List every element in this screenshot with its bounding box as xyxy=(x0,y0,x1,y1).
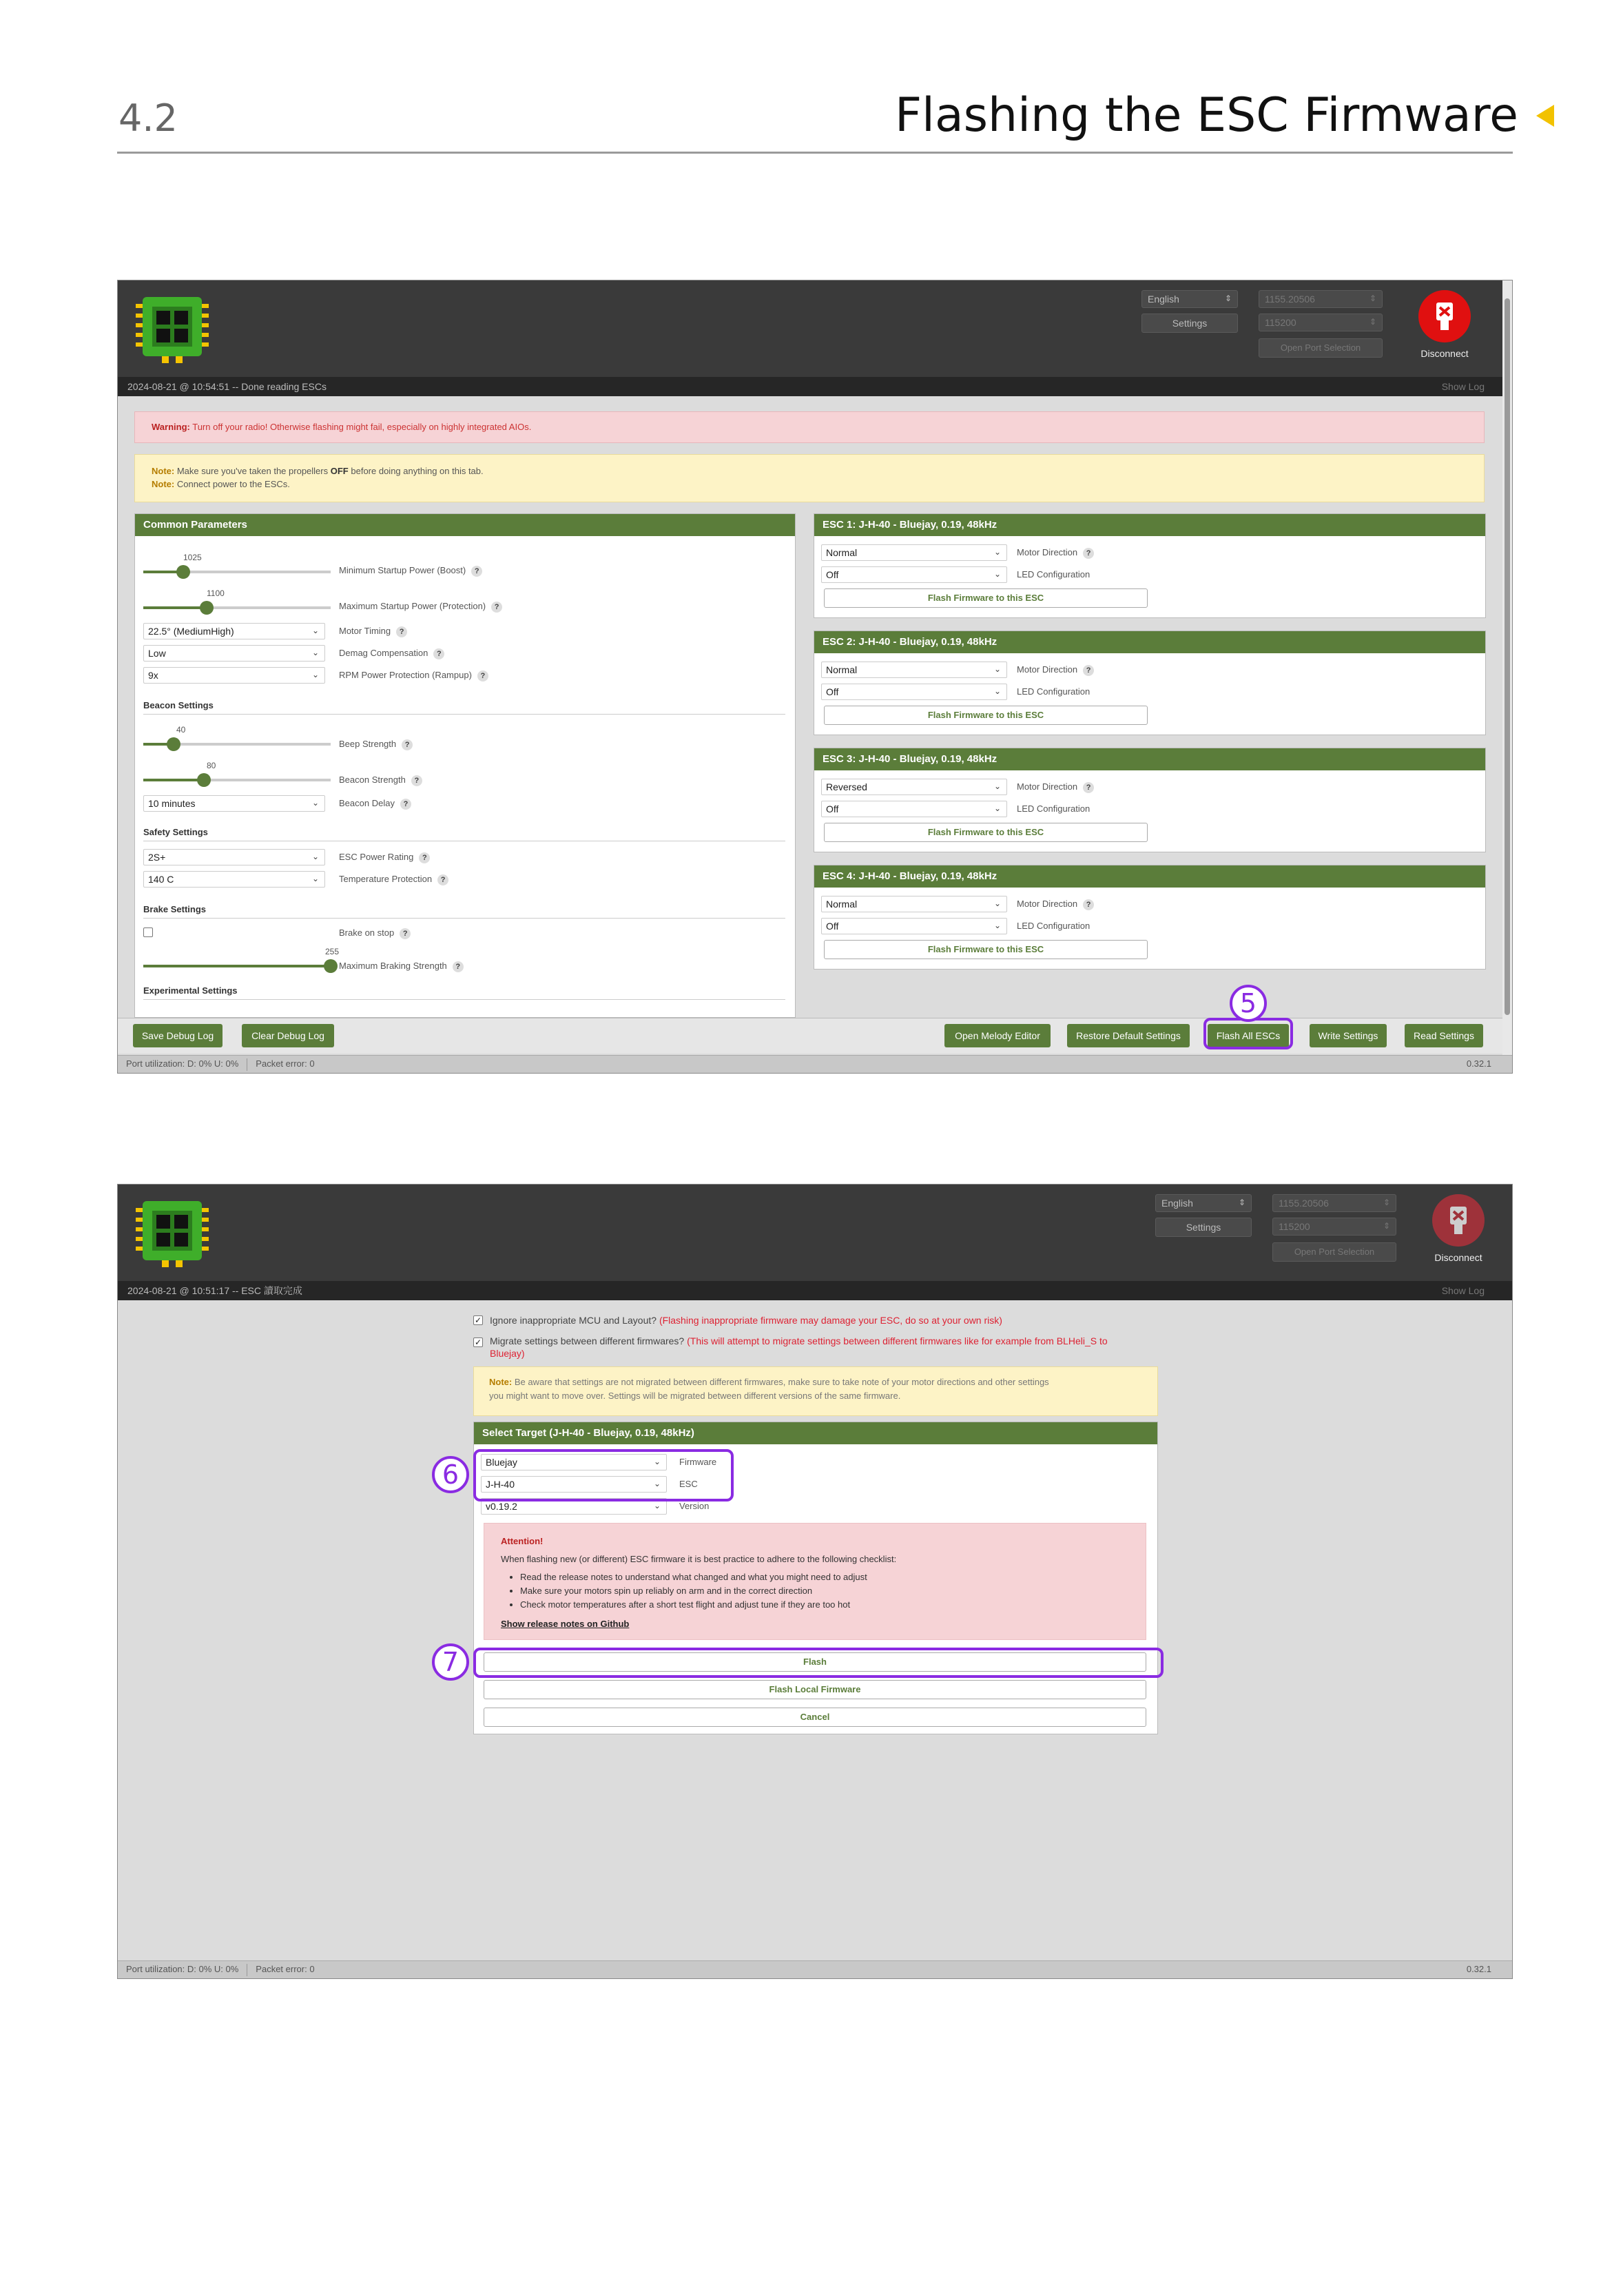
callout-7-highlight xyxy=(473,1648,1164,1678)
chevron-down-icon: ⌄ xyxy=(993,781,1001,791)
esc-4-direction-select[interactable] xyxy=(821,896,1007,912)
port-select[interactable] xyxy=(1272,1194,1396,1212)
log-message: 2024-08-21 @ 10:51:17 -- ESC 讀取完成 xyxy=(127,1285,302,1296)
esc-1-led-label: LED Configuration xyxy=(1017,569,1090,580)
select-value: Off xyxy=(826,686,839,697)
esc-panel-1 xyxy=(814,513,1486,618)
select-target-title: Select Target (J-H-40 - Bluejay, 0.19, 48kHz) xyxy=(474,1422,1157,1444)
checklist-item: • Check motor temperatures after a short test flight and adjust tune if they are too hot xyxy=(520,1598,1129,1612)
rpm-protection-select[interactable] xyxy=(143,667,325,684)
help-icon[interactable]: ? xyxy=(491,602,502,613)
help-icon[interactable]: ? xyxy=(437,874,448,885)
chevron-down-icon: ⌄ xyxy=(993,569,1001,579)
help-icon[interactable]: ? xyxy=(400,928,411,939)
select-arrows-icon: ⇕ xyxy=(1383,1221,1390,1231)
chevron-down-icon: ⌄ xyxy=(993,547,1001,557)
beep-strength-label xyxy=(339,739,413,750)
callout-6-marker: 6 xyxy=(432,1456,469,1493)
migrate-label: Migrate settings between different firmwares? xyxy=(490,1335,685,1346)
esc-4-flash-button[interactable]: Flash Firmware to this ESC xyxy=(824,940,1148,959)
select-arrows-icon: ⇕ xyxy=(1383,1198,1390,1207)
help-icon[interactable]: ? xyxy=(471,566,482,577)
help-icon[interactable]: ? xyxy=(453,961,464,972)
label-text: Beacon Delay xyxy=(339,798,395,808)
beacon-strength-slider[interactable] xyxy=(143,779,331,781)
motor-timing-label xyxy=(339,626,407,637)
chevron-down-icon: ⌄ xyxy=(311,670,319,679)
beep-strength-value: 40 xyxy=(176,725,186,735)
port-select[interactable] xyxy=(1259,290,1383,308)
select-value: Off xyxy=(826,803,839,814)
callout-5-marker: 5 xyxy=(1230,985,1267,1022)
esc-4-title: ESC 4: J-H-40 - Bluejay, 0.19, 48kHz xyxy=(814,865,1485,888)
port-value: 1155.20506 xyxy=(1279,1198,1329,1209)
rpm-protection-label xyxy=(339,670,488,681)
chevron-down-icon: ⌄ xyxy=(993,686,1001,696)
select-value: Reversed xyxy=(826,781,867,792)
baud-value: 115200 xyxy=(1265,317,1296,328)
esc-1-direction-label xyxy=(1017,547,1094,559)
attention-box xyxy=(484,1523,1146,1640)
language-select[interactable] xyxy=(1155,1194,1252,1212)
note-alert xyxy=(134,454,1485,502)
label-text: RPM Power Protection (Rampup) xyxy=(339,670,472,680)
note1-text: Make sure you've taken the propellers xyxy=(176,466,329,476)
demag-label xyxy=(339,648,444,659)
select-value: Normal xyxy=(826,547,858,558)
callout-6-highlight xyxy=(473,1449,734,1501)
section-number: 4.2 xyxy=(118,96,178,140)
baud-value: 115200 xyxy=(1279,1221,1310,1232)
select-value: 22.5° (MediumHigh) xyxy=(148,626,234,637)
esc-1-direction-select[interactable] xyxy=(821,544,1007,561)
label-text: Maximum Startup Power (Protection) xyxy=(339,601,486,611)
note-label: Note: xyxy=(152,466,175,476)
esc-4-direction-label xyxy=(1017,899,1094,910)
chevron-down-icon: ⌄ xyxy=(311,626,319,635)
label-text: Beep Strength xyxy=(339,739,397,749)
brake-on-stop-checkbox[interactable] xyxy=(143,927,153,937)
warning-text: Turn off your radio! Otherwise flashing might fail, especially on highly integrated AIOs. xyxy=(192,422,532,432)
select-arrows-icon: ⇕ xyxy=(1369,294,1376,303)
esc-3-title: ESC 3: J-H-40 - Bluejay, 0.19, 48kHz xyxy=(814,748,1485,770)
migrate-settings-checkbox[interactable]: ✓ xyxy=(474,1337,482,1347)
warning-label: Warning: xyxy=(152,422,190,432)
chevron-down-icon: ⌄ xyxy=(653,1479,661,1488)
select-value: Normal xyxy=(826,664,858,675)
note-label: Note: xyxy=(489,1377,513,1387)
help-icon[interactable]: ? xyxy=(396,626,407,637)
port-utilization: Port utilization: D: 0% U: 0% xyxy=(126,1964,239,1974)
slider-knob[interactable] xyxy=(167,737,180,751)
experimental-settings-heading: Experimental Settings xyxy=(143,985,238,996)
esc-2-direction-label xyxy=(1017,664,1094,676)
beacon-strength-label xyxy=(339,775,422,786)
log-bar xyxy=(118,1281,1512,1300)
chevron-down-icon: ⌄ xyxy=(993,921,1001,930)
app-version: 0.32.1 xyxy=(1466,1058,1491,1069)
note-label: Note: xyxy=(152,479,175,489)
ignore-label: Ignore inappropriate MCU and Layout? xyxy=(490,1315,657,1326)
note-text: Be aware that settings are not migrated between different firmwares, make sure to take note of your motor directions and other settings xyxy=(514,1377,1049,1387)
select-value: 10 minutes xyxy=(148,798,196,809)
esc-3-direction-label xyxy=(1017,781,1094,793)
divider xyxy=(143,714,785,715)
esc-panel-4 xyxy=(814,865,1486,970)
select-value: Off xyxy=(826,569,839,580)
label-text: ESC Power Rating xyxy=(339,852,414,862)
chevron-down-icon: ⌄ xyxy=(653,1457,661,1466)
label-text: Minimum Startup Power (Boost) xyxy=(339,565,466,575)
min-startup-power-value: 1025 xyxy=(183,553,202,562)
flash-local-firmware-button[interactable]: Flash Local Firmware xyxy=(484,1680,1146,1699)
esc-2-direction-select[interactable] xyxy=(821,662,1007,678)
esc-logo-icon xyxy=(134,1194,210,1270)
migrate-warning: (This will attempt to migrate settings between different firmwares like for example from BLHeli_S to xyxy=(687,1335,1108,1346)
select-value: v0.19.2 xyxy=(486,1501,517,1512)
note-line-2 xyxy=(152,478,1467,491)
esc-label: ESC xyxy=(679,1479,698,1489)
app-topbar xyxy=(118,280,1512,377)
help-icon[interactable]: ? xyxy=(419,852,430,863)
version-label: Version xyxy=(679,1501,710,1511)
esc-4-led-select[interactable] xyxy=(821,918,1007,934)
max-braking-value: 255 xyxy=(325,947,340,956)
language-value: English xyxy=(1148,294,1179,305)
ignore-warning: (Flashing inappropriate firmware may damage your ESC, do so at your own risk) xyxy=(659,1315,1002,1326)
label-text: Motor Direction xyxy=(1017,664,1078,675)
release-notes-link[interactable]: Show release notes on Github xyxy=(501,1619,630,1629)
help-icon[interactable]: ? xyxy=(1083,548,1094,559)
scrollbar[interactable] xyxy=(1502,280,1512,1073)
port-value: 1155.20506 xyxy=(1265,294,1315,305)
label-text: Motor Direction xyxy=(1017,547,1078,557)
baud-select[interactable] xyxy=(1259,314,1383,331)
motor-timing-select[interactable] xyxy=(143,623,325,639)
chevron-down-icon: ⌄ xyxy=(311,798,319,808)
usb-plug-icon xyxy=(1431,300,1458,333)
max-braking-label xyxy=(339,961,464,972)
max-braking-slider[interactable] xyxy=(143,965,331,967)
common-parameters-panel xyxy=(134,513,796,1018)
slider-fill xyxy=(143,965,331,967)
language-value: English xyxy=(1161,1198,1193,1209)
clear-debug-log-button[interactable]: Clear Debug Log xyxy=(242,1024,334,1047)
callout-5-highlight xyxy=(1203,1018,1293,1049)
select-value: 9x xyxy=(148,670,158,681)
page-title xyxy=(895,88,1554,143)
select-value: Bluejay xyxy=(486,1457,517,1468)
esc-panel-3 xyxy=(814,748,1486,852)
esc-3-led-label: LED Configuration xyxy=(1017,803,1090,814)
screenshot-esc-configurator xyxy=(117,280,1513,1074)
power-rating-label xyxy=(339,852,430,863)
brake-settings-heading: Brake Settings xyxy=(143,904,207,914)
chevron-down-icon: ⌄ xyxy=(311,852,319,861)
log-bar xyxy=(118,377,1512,396)
slider-fill xyxy=(143,606,207,609)
beacon-settings-heading: Beacon Settings xyxy=(143,700,214,710)
brake-on-stop-label xyxy=(339,927,411,939)
label-text: Demag Compensation xyxy=(339,648,428,658)
help-icon[interactable]: ? xyxy=(400,799,411,810)
demag-select[interactable] xyxy=(143,645,325,662)
firmware-label: Firmware xyxy=(679,1457,717,1467)
slider-knob[interactable] xyxy=(197,773,211,787)
esc-2-title: ESC 2: J-H-40 - Bluejay, 0.19, 48kHz xyxy=(814,631,1485,653)
chevron-down-icon: ⌄ xyxy=(311,648,319,657)
page-title-text: Flashing the ESC Firmware xyxy=(894,88,1518,143)
migration-note xyxy=(473,1366,1158,1416)
help-icon[interactable]: ? xyxy=(402,739,413,750)
open-port-selection-button[interactable]: Open Port Selection xyxy=(1272,1242,1396,1262)
min-startup-power-label xyxy=(339,565,482,577)
port-utilization: Port utilization: D: 0% U: 0% xyxy=(126,1058,239,1069)
help-icon[interactable]: ? xyxy=(1083,899,1094,910)
status-footer xyxy=(118,1960,1512,1978)
checklist-item: • Read the release notes to understand what changed and what you might need to adjust xyxy=(520,1570,1129,1584)
min-startup-power-slider[interactable] xyxy=(143,571,331,573)
note-line-1 xyxy=(152,464,1467,478)
disconnect-usb-icon[interactable] xyxy=(1432,1194,1485,1247)
scrollbar-thumb[interactable] xyxy=(1505,298,1510,1015)
select-arrows-icon: ⇕ xyxy=(1238,1198,1245,1207)
settings-button[interactable]: Settings xyxy=(1141,314,1238,333)
label-text: Motor Direction xyxy=(1017,781,1078,792)
read-settings-button[interactable]: Read Settings xyxy=(1405,1024,1483,1047)
checklist-item: • Make sure your motors spin up reliably on arm and in the correct direction xyxy=(520,1584,1129,1598)
attention-title: Attention! xyxy=(501,1536,544,1546)
select-arrows-icon: ⇕ xyxy=(1224,294,1232,303)
esc-3-direction-select[interactable] xyxy=(821,779,1007,795)
disconnect-label: Disconnect xyxy=(1420,348,1469,359)
esc-3-led-select[interactable] xyxy=(821,801,1007,817)
esc-4-led-label: LED Configuration xyxy=(1017,921,1090,931)
help-icon[interactable]: ? xyxy=(1083,782,1094,793)
esc-3-flash-button[interactable]: Flash Firmware to this ESC xyxy=(824,823,1148,842)
label-text: Temperature Protection xyxy=(339,874,433,884)
select-value: Normal xyxy=(826,899,858,910)
migrate-warning-end: Bluejay) xyxy=(490,1348,525,1359)
action-bar xyxy=(118,1018,1504,1054)
beacon-strength-value: 80 xyxy=(207,761,216,770)
label-text: Motor Direction xyxy=(1017,899,1078,909)
select-value: J-H-40 xyxy=(486,1479,515,1490)
esc-2-led-label: LED Configuration xyxy=(1017,686,1090,697)
status-footer xyxy=(118,1055,1512,1073)
chevron-down-icon: ⌄ xyxy=(311,874,319,883)
packet-error: Packet error: 0 xyxy=(256,1964,315,1974)
chevron-down-icon: ⌄ xyxy=(653,1501,661,1510)
ignore-mcu-option xyxy=(490,1314,1002,1326)
max-startup-power-slider[interactable] xyxy=(143,606,331,609)
note2-text: Connect power to the ESCs. xyxy=(176,479,290,489)
show-log-link[interactable]: Show Log xyxy=(1441,381,1485,392)
open-melody-editor-button[interactable]: Open Melody Editor xyxy=(944,1024,1051,1047)
triangle-marker-icon xyxy=(1536,105,1554,127)
app-version: 0.32.1 xyxy=(1466,1964,1491,1974)
safety-settings-heading: Safety Settings xyxy=(143,827,208,837)
chevron-down-icon: ⌄ xyxy=(993,899,1001,908)
esc-2-flash-button[interactable]: Flash Firmware to this ESC xyxy=(824,706,1148,725)
common-parameters-title: Common Parameters xyxy=(135,514,795,536)
open-port-selection-button[interactable]: Open Port Selection xyxy=(1259,338,1383,358)
language-select[interactable] xyxy=(1141,290,1238,308)
settings-button[interactable]: Settings xyxy=(1155,1218,1252,1237)
label-text: Brake on stop xyxy=(339,927,395,938)
checklist xyxy=(520,1570,1129,1612)
esc-1-title: ESC 1: J-H-40 - Bluejay, 0.19, 48kHz xyxy=(814,514,1485,536)
divider xyxy=(143,999,785,1000)
help-icon[interactable]: ? xyxy=(411,775,422,786)
note1-text-end: before doing anything on this tab. xyxy=(351,466,484,476)
show-log-link[interactable]: Show Log xyxy=(1441,1285,1485,1296)
baud-select[interactable] xyxy=(1272,1218,1396,1236)
slider-knob[interactable] xyxy=(324,959,338,973)
note1-bold: OFF xyxy=(330,466,349,476)
esc-2-led-select[interactable] xyxy=(821,684,1007,700)
divider xyxy=(143,918,785,919)
usb-plug-icon xyxy=(1445,1204,1472,1237)
disconnect-usb-icon[interactable] xyxy=(1418,290,1471,342)
warning-alert xyxy=(134,411,1485,443)
app-topbar xyxy=(118,1185,1512,1281)
beacon-delay-select[interactable] xyxy=(143,795,325,812)
help-icon[interactable]: ? xyxy=(433,648,444,659)
select-value: 140 C xyxy=(148,874,174,885)
write-settings-button[interactable]: Write Settings xyxy=(1310,1024,1387,1047)
help-icon[interactable]: ? xyxy=(1083,665,1094,676)
esc-panel-2 xyxy=(814,631,1486,735)
restore-default-settings-button[interactable]: Restore Default Settings xyxy=(1067,1024,1190,1047)
label-text: Motor Timing xyxy=(339,626,391,636)
select-value: Off xyxy=(826,921,839,932)
select-value: 2S+ xyxy=(148,852,166,863)
attention-intro: When flashing new (or different) ESC firmware it is best practice to adhere to the following checklist: xyxy=(501,1554,897,1564)
label-text: Beacon Strength xyxy=(339,775,406,785)
temperature-select[interactable] xyxy=(143,871,325,888)
esc-1-led-select[interactable] xyxy=(821,566,1007,583)
label-text: Maximum Braking Strength xyxy=(339,961,447,971)
migrate-settings-option xyxy=(490,1335,1137,1360)
slider-fill xyxy=(143,779,204,781)
max-startup-power-label xyxy=(339,601,502,613)
ignore-mcu-checkbox[interactable]: ✓ xyxy=(474,1315,482,1325)
esc-logo-icon xyxy=(134,290,210,366)
header-divider xyxy=(117,152,1513,154)
beep-strength-slider[interactable] xyxy=(143,743,331,746)
select-arrows-icon: ⇕ xyxy=(1369,317,1376,327)
cancel-button[interactable]: Cancel xyxy=(484,1708,1146,1727)
note-text-end: you might want to move over. Settings will be migrated between different versions of the same firmware. xyxy=(489,1391,901,1401)
chevron-down-icon: ⌄ xyxy=(993,664,1001,674)
flash-button[interactable]: Flash xyxy=(484,1652,1146,1672)
save-debug-log-button[interactable]: Save Debug Log xyxy=(133,1024,223,1047)
chevron-down-icon: ⌄ xyxy=(993,803,1001,813)
power-rating-select[interactable] xyxy=(143,849,325,865)
beacon-delay-label xyxy=(339,798,411,810)
disconnect-label: Disconnect xyxy=(1434,1252,1482,1263)
log-message: 2024-08-21 @ 10:54:51 -- Done reading ESCs xyxy=(127,381,327,392)
max-startup-power-value: 1100 xyxy=(207,588,225,598)
packet-error: Packet error: 0 xyxy=(256,1058,315,1069)
help-icon[interactable]: ? xyxy=(477,670,488,681)
slider-knob[interactable] xyxy=(176,565,190,579)
flash-all-escs-button[interactable]: Flash All ESCs xyxy=(1208,1024,1289,1047)
callout-7-marker: 7 xyxy=(432,1643,469,1681)
screenshot-flash-dialog xyxy=(117,1184,1513,1979)
select-value: Low xyxy=(148,648,166,659)
esc-1-flash-button[interactable]: Flash Firmware to this ESC xyxy=(824,588,1148,608)
slider-knob[interactable] xyxy=(200,601,214,615)
temperature-label xyxy=(339,874,448,885)
